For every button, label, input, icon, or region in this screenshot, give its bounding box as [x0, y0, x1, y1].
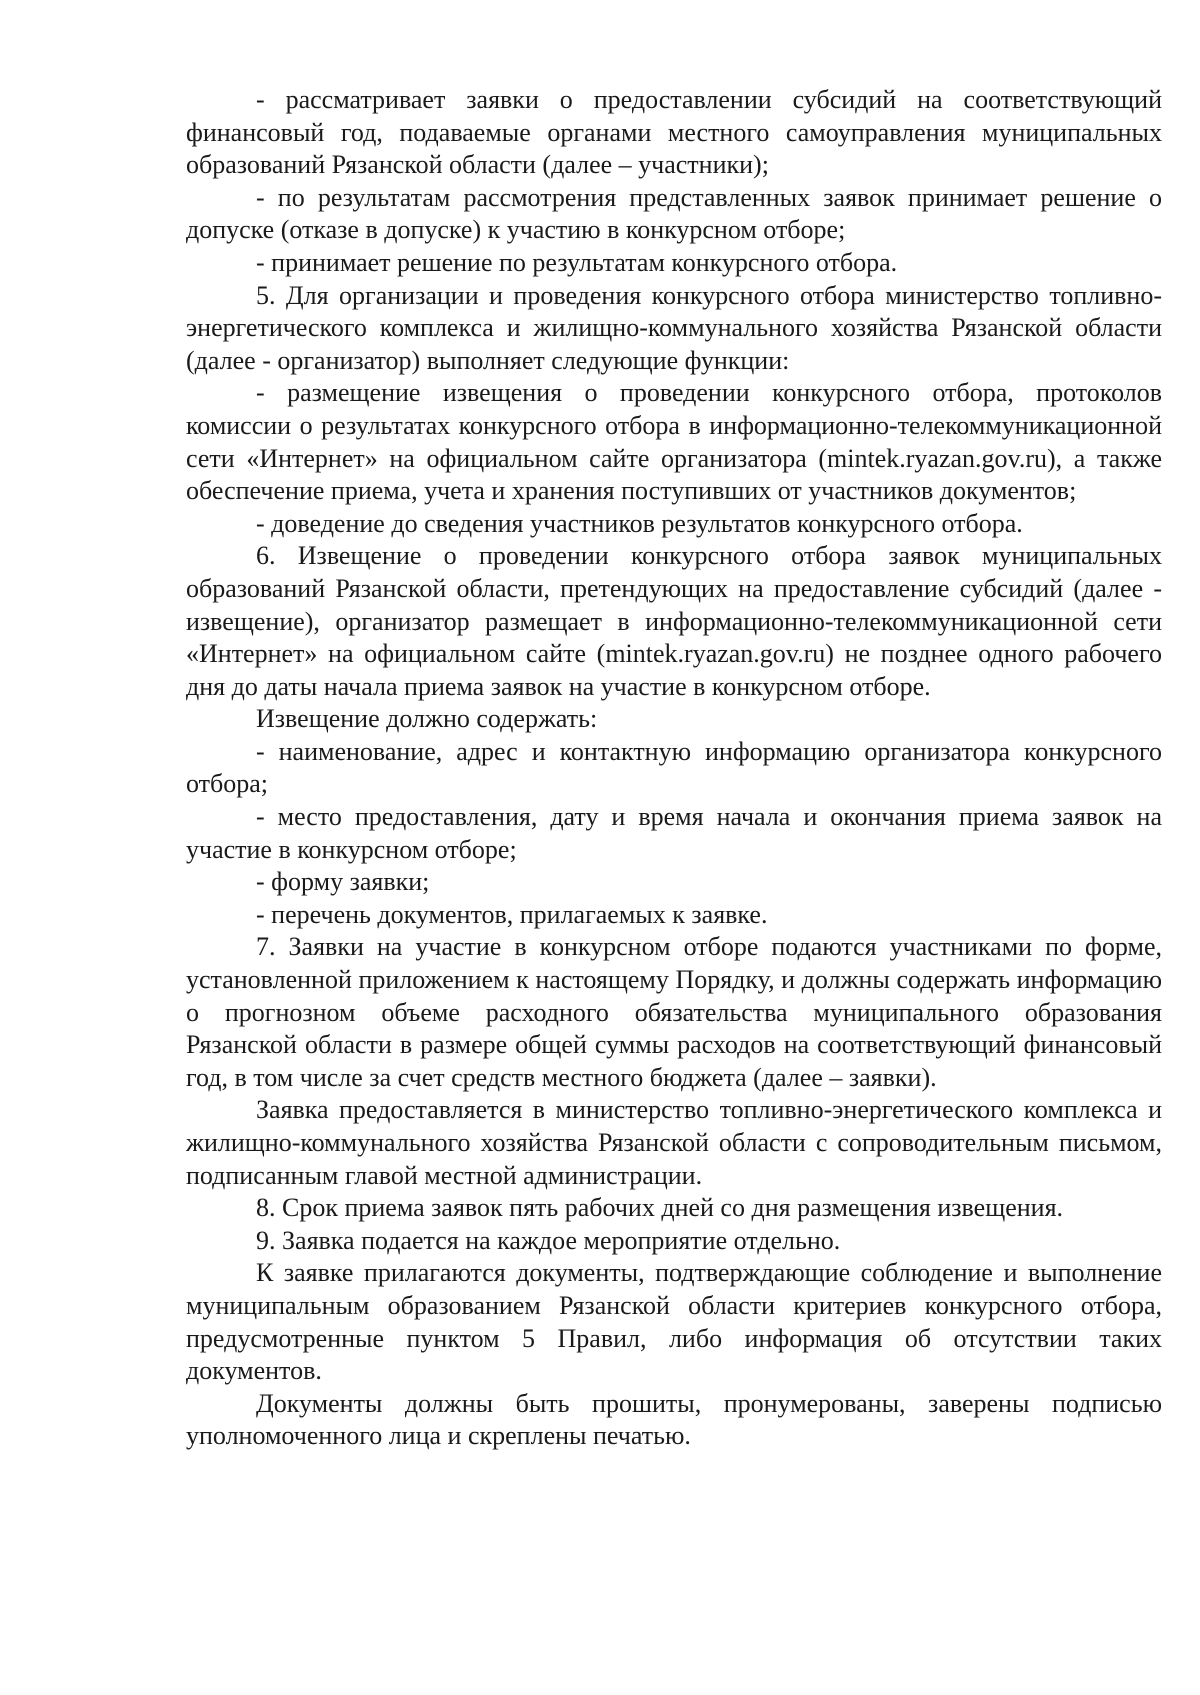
paragraph-item-admission-decision: - по результатам рассмотрения представленных заявок принимает решение о допуске (отказе в допуске) к участию в конкурсном отборе; — [186, 182, 1162, 245]
paragraph-item-organizer-info: - наименование, адрес и контактную информацию организатора конкурсного отбора; — [186, 736, 1162, 799]
paragraph-item-results-notification: - доведение до сведения участников результатов конкурсного отбора. — [256, 508, 1023, 538]
document-body — [186, 84, 1162, 1453]
paragraph-item-application-form: - форму заявки; — [256, 867, 430, 897]
paragraph-item-subsidy-review: - рассматривает заявки о предоставлении субсидий на соответствующий финансовый год, подаваемые органами местного самоуправления муниципальных образований Рязанской области (далее – участники); — [186, 85, 1162, 180]
paragraph-clause-6: 6. Извещение о проведении конкурсного отбора заявок муниципальных образований Рязанской области, претендующих на предоставление субсидий (далее - извещение), организатор размещает в информационно-телекоммуникационной сети «Интернет» на официальном сайте (mintek.ryazan.gov.ru) не позднее одного рабочего дня до даты начала приема заявок на участие в конкурсном отборе. — [186, 541, 1162, 701]
paragraph-application-submission: Заявка предоставляется в министерство топливно-энергетического комплекса и жилищно-коммунального хозяйства Рязанской области с сопроводительным письмом, подписанным главой местной администрации. — [186, 1095, 1162, 1190]
paragraph-item-document-list: - перечень документов, прилагаемых к заявке. — [256, 899, 768, 929]
paragraph-item-submission-place: - место предоставления, дату и время начала и окончания приема заявок на участие в конкурсном отборе; — [186, 802, 1162, 864]
paragraph-clause-9: 9. Заявка подается на каждое мероприятие отдельно. — [256, 1225, 841, 1255]
paragraph-item-notice-publishing: - размещение извещения о проведении конкурсного отбора, протоколов комиссии о результатах конкурсного отбора в информационно-телекоммуникационной сети «Интернет» на официальном сайте организатора (mintek.ryazan.gov.ru), а также обеспечение приема, учета и хранения поступивших от участников документов; — [186, 378, 1162, 506]
paragraph-clause-8: 8. Срок приема заявок пять рабочих дней со дня размещения извещения. — [256, 1193, 1064, 1223]
paragraph-notice-contents-intro: Извещение должно содержать: — [256, 704, 598, 734]
paragraph-item-results-decision: - принимает решение по результатам конкурсного отбора. — [256, 247, 898, 277]
paragraph-document-certification: Документы должны быть прошиты, пронумерованы, заверены подписью уполномоченного лица и скреплены печатью. — [186, 1388, 1162, 1451]
paragraph-clause-5: 5. Для организации и проведения конкурсного отбора министерство топливно-энергетического комплекса и жилищно-коммунального хозяйства Рязанской области (далее - организатор) выполняет следующие функции: — [186, 280, 1162, 375]
paragraph-clause-7: 7. Заявки на участие в конкурсном отборе подаются участниками по форме, установленной приложением к настоящему Порядку, и должны содержать информацию о прогнозном объеме расходного обязательства муниципального образования Рязанской области в размере общей суммы расходов на соответствующий финансовый год, в том числе за счет средств местного бюджета (далее – заявки). — [186, 932, 1162, 1092]
paragraph-attached-documents: К заявке прилагаются документы, подтверждающие соблюдение и выполнение муниципальным образованием Рязанской области критериев конкурсного отбора, предусмотренные пунктом 5 Правил, либо информация об отсутствии таких документов. — [186, 1258, 1162, 1386]
